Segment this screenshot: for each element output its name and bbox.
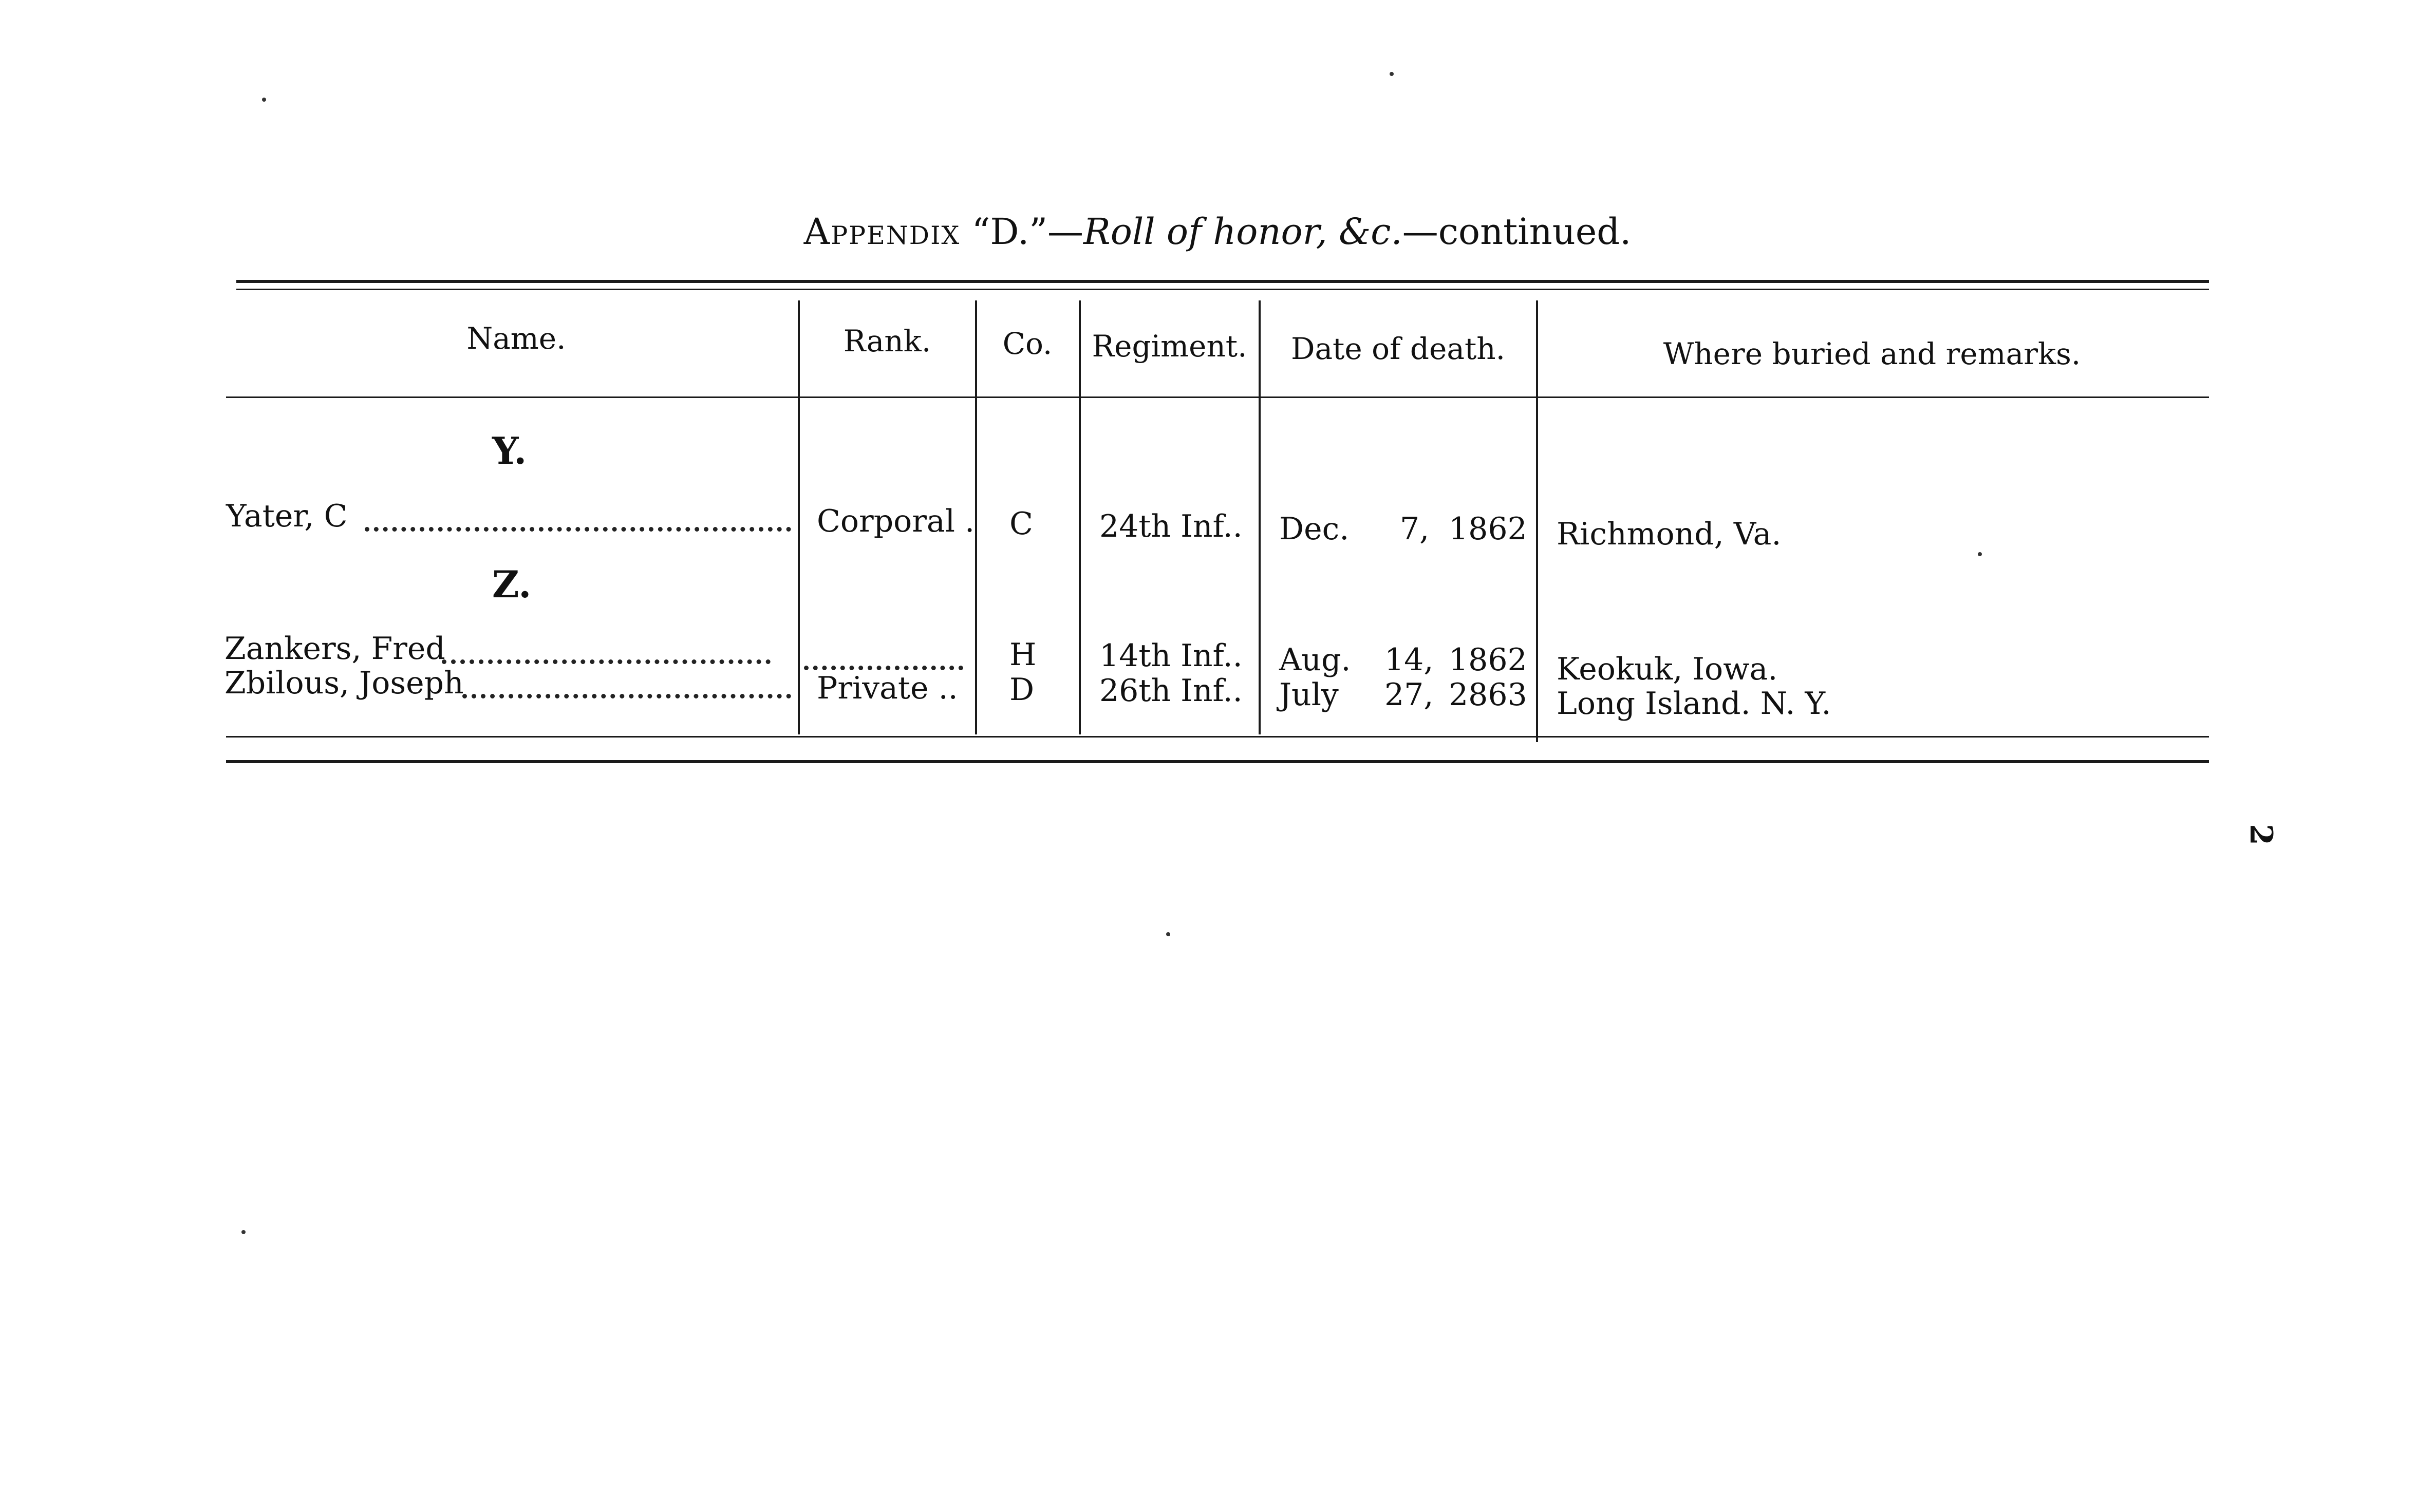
heading-suffix: —continued. bbox=[1402, 211, 1632, 253]
top-rule bbox=[236, 280, 2209, 283]
dot-leaders bbox=[442, 656, 771, 664]
row-death-day: 27, bbox=[1384, 677, 1434, 713]
page-marker: 2 bbox=[2242, 824, 2279, 845]
row-death-year: 1862 bbox=[1449, 511, 1527, 547]
heading-appendix: Appendix bbox=[803, 211, 961, 253]
heading-title: Roll of honor, &c. bbox=[1083, 211, 1402, 253]
scan-speck bbox=[1166, 932, 1170, 936]
bottom-rule bbox=[226, 760, 2209, 763]
row-name: Zankers, Fred bbox=[224, 631, 445, 667]
column-divider bbox=[1079, 300, 1081, 734]
row-death-day: 14, bbox=[1384, 642, 1434, 678]
column-header-remarks: Where buried and remarks. bbox=[1663, 336, 2081, 371]
row-company: D bbox=[1009, 672, 1035, 708]
row-death-month: Aug. bbox=[1279, 642, 1351, 678]
row-name: Yater, C bbox=[226, 498, 348, 534]
row-remarks: Keokuk, Iowa. bbox=[1557, 651, 1778, 687]
column-header-name: Name. bbox=[466, 321, 566, 356]
row-regiment: 24th Inf.. bbox=[1099, 508, 1243, 544]
dot-leaders bbox=[365, 524, 791, 532]
row-death-day: 7, bbox=[1400, 511, 1430, 547]
row-company: H bbox=[1009, 637, 1037, 673]
row-regiment: 26th Inf.. bbox=[1099, 673, 1243, 709]
heading-designation: “D.”— bbox=[971, 211, 1084, 253]
row-name: Zbilous, Joseph bbox=[224, 665, 464, 701]
column-header-rank: Rank. bbox=[843, 324, 931, 358]
column-header-company: Co. bbox=[1002, 326, 1053, 361]
column-divider bbox=[798, 300, 800, 734]
row-remarks: Richmond, Va. bbox=[1557, 516, 1782, 552]
row-rank: Corporal . bbox=[817, 503, 975, 539]
column-header-regiment: Regiment. bbox=[1092, 329, 1247, 364]
scan-speck bbox=[1978, 552, 1982, 556]
row-regiment: 14th Inf.. bbox=[1099, 638, 1243, 674]
row-company: C bbox=[1009, 506, 1033, 542]
row-death-month: Dec. bbox=[1279, 511, 1350, 547]
bottom-rule-thin bbox=[226, 736, 2209, 738]
row-death-year: 1862 bbox=[1449, 642, 1527, 678]
row-remarks: Long Island. N. Y. bbox=[1557, 686, 1831, 722]
column-divider bbox=[975, 300, 977, 734]
dot-leaders bbox=[462, 691, 791, 698]
column-header-date-of-death: Date of death. bbox=[1290, 331, 1506, 366]
row-death-year: 2863 bbox=[1449, 677, 1527, 713]
top-rule-thin bbox=[236, 289, 2209, 290]
group-letter-y: Y. bbox=[492, 429, 527, 472]
header-underline bbox=[226, 396, 2209, 398]
scan-speck bbox=[262, 98, 266, 102]
page-heading bbox=[0, 211, 2435, 253]
scan-speck bbox=[241, 1230, 246, 1234]
scan-speck bbox=[1390, 72, 1394, 76]
row-rank: Private .. bbox=[817, 670, 958, 706]
rank-dot-leaders bbox=[804, 663, 963, 670]
row-death-month: July bbox=[1279, 677, 1339, 713]
group-letter-z: Z. bbox=[492, 562, 532, 606]
